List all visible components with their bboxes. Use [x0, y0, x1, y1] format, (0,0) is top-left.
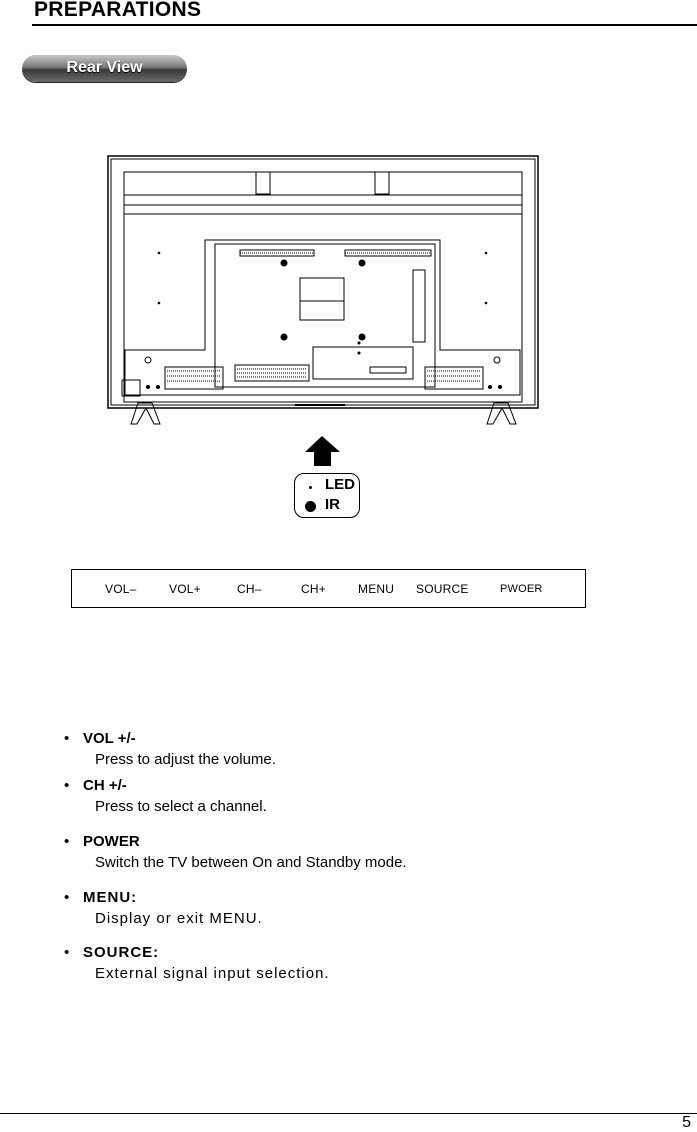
- vol-plus-label: VOL+: [169, 582, 201, 596]
- item-description: Press to adjust the volume.: [95, 751, 276, 768]
- arrow-up-icon: [305, 436, 340, 466]
- ir-label: IR: [325, 496, 340, 513]
- source-label: SOURCE: [416, 582, 469, 596]
- item-description: Switch the TV between On and Standby mode.: [95, 854, 407, 871]
- vol-minus-label: VOL–: [105, 582, 137, 596]
- item-description: External signal input selection.: [95, 965, 330, 982]
- page-title: PREPARATIONS: [34, 0, 202, 21]
- led-ir-indicator: [294, 473, 360, 518]
- menu-label: MENU: [358, 582, 395, 596]
- bullet: •: [64, 889, 70, 906]
- page-number: 5: [682, 1114, 691, 1131]
- item-description: Display or exit MENU.: [95, 910, 263, 927]
- bullet: •: [64, 730, 70, 747]
- ir-dot-icon: [305, 501, 316, 512]
- item-heading: SOURCE:: [83, 944, 160, 961]
- item-heading: CH +/-: [83, 777, 127, 794]
- item-description: Press to select a channel.: [95, 798, 267, 815]
- ch-minus-label: CH–: [237, 582, 262, 596]
- led-label: LED: [325, 476, 355, 493]
- bullet: •: [64, 833, 70, 850]
- item-heading: MENU:: [83, 889, 138, 906]
- power-label: PWOER: [500, 583, 543, 595]
- rear-view-label: Rear View: [66, 59, 143, 76]
- item-heading: VOL +/-: [83, 730, 136, 747]
- bullet: •: [64, 777, 70, 794]
- ch-plus-label: CH+: [301, 582, 326, 596]
- led-dot-icon: [309, 486, 312, 489]
- bullet: •: [64, 944, 70, 961]
- item-heading: POWER: [83, 833, 140, 850]
- control-buttons-panel: [71, 569, 586, 608]
- footer-rule: [0, 1113, 697, 1114]
